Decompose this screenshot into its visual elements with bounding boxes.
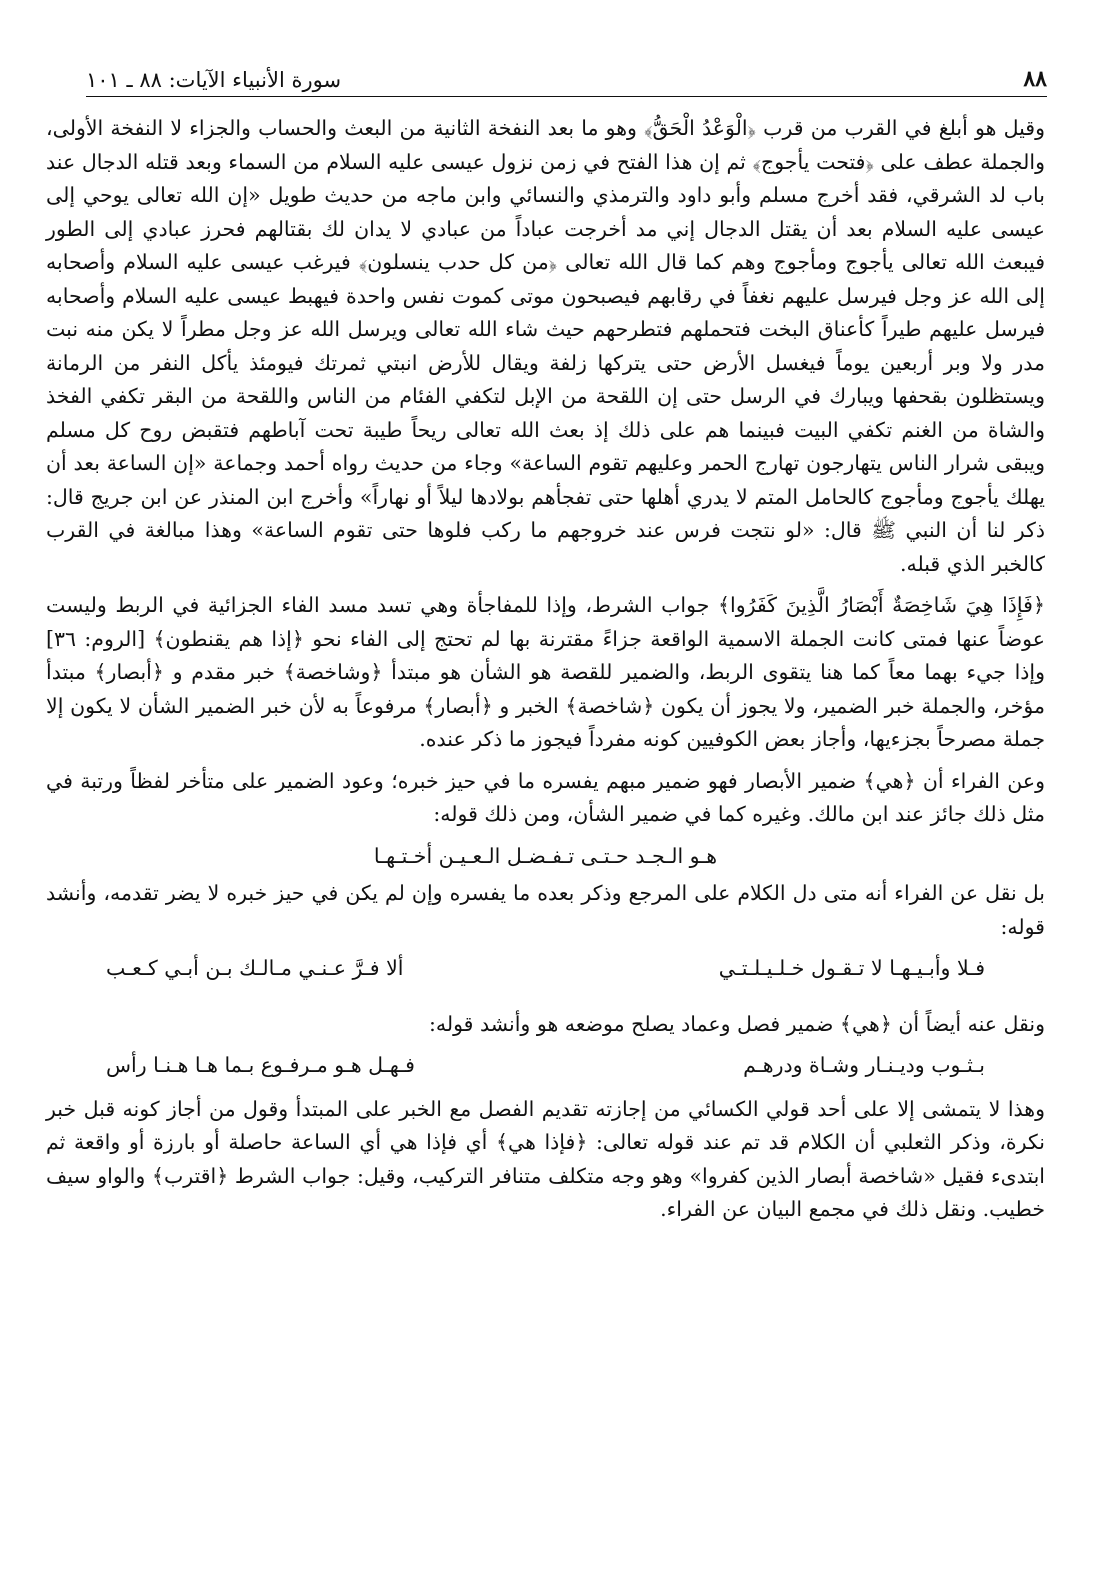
couplet-1-first-hemistich: فـلا وأبـيـهـا لا تـقـول خـلـيـلـتـي <box>718 956 985 980</box>
paragraph-2: ﴿فَإِذَا هِيَ شَاخِصَةٌ أَبْصَارُ الَّذِينَ كَفَرُوا﴾ جواب الشرط، وإذا للمفاجأة وهي تسد مسد الفاء الجزائية في الربط وليست عوضاً عنها فمتى كانت الجملة الاسمية الواقعة جزاءً مقترنة بها لم تحتج إلى الفاء نحو ﴿إذا هم يقنطون﴾ [الروم: ٣٦] وإذا جيء بهما معاً كما هنا يتقوى الربط، والضمير للقصة هو الشأن هو مبتدأ ﴿وشاخصة﴾ خبر مقدم و ﴿أبصار﴾ مبتدأ مؤخر، والجملة خبر الضمير، ولا يجوز أن يكون ﴿شاخصة﴾ الخبر و ﴿أبصار﴾ مرفوعاً به لأن خبر الضمير الشأن لا يكون إلا جملة مصرحاً بجزءيها، وأجاز بعض الكوفيين كونه مفرداً فيجوز ما ذكر عنده. <box>46 593 1045 751</box>
page-body <box>46 112 1045 1235</box>
paragraph-6: وهذا لا يتمشى إلا على أحد قولي الكسائي من إجازته تقديم الفصل مع الخبر على المبتدأ وقول من أجاز كونه قبل خبر نكرة، وذكر الثعلبي أن الكلام قد تم عند قوله تعالى: ﴿فإذا هي﴾ أي فإذا هي أي الساعة حاصلة أو بارزة أو واقعة ثم ابتدىء فقيل «شاخصة أبصار الذين كفروا» وهو وجه متكلف متنافر التركيب، وقيل: جواب الشرط ﴿اقترب﴾ والواو سيف خطيب. ونقل ذلك في مجمع البيان عن الفراء. <box>46 1096 1045 1221</box>
running-title: سورة الأنبياء الآيات: ٨٨ ـ ١٠١ <box>86 68 342 92</box>
couplet-2-first-hemistich: بـثـوب وديـنـار وشـاة ودرهـم <box>743 1053 985 1077</box>
couplet-2-second-hemistich: فـهـل هـو مـرفـوع بـما هـا هـنـا رأس <box>106 1053 415 1077</box>
poetry-verse: هـو الـجـد حـتـى تـفـضـل الـعـيـن أخـتـهـا <box>373 843 718 868</box>
paragraph-4: بل نقل عن الفراء أنه متى دل الكلام على المرجع وذكر بعده ما يفسره وإن لم يكن في حيز خبره لا يضر تقدمه، وأنشد قوله: <box>46 881 1045 939</box>
page-number: ٨٨ <box>1023 66 1047 92</box>
paragraph-1: وقيل هو أبلغ في القرب من قرب ﴿الْوَعْدُ الْحَقُّ﴾ وهو ما بعد النفخة الثانية من البعث والحساب والجزاء لا النفخة الأولى، والجملة عطف على ﴿فتحت يأجوج﴾ ثم إن هذا الفتح في زمن نزول عيسى عليه السلام من السماء وبعد قتله الدجال عند باب لد الشرقي، فقد أخرج مسلم وأبو داود والترمذي والنسائي وابن ماجه من حديث طويل «إن الله تعالى يوحي إلى عيسى عليه السلام بعد أن يقتل الدجال إني مد أخرجت عباداً من عبادي لا يدان لك بقتالهم فحرز عبادي إلى الطور فيبعث الله تعالى يأجوج ومأجوج وهم كما قال الله تعالى ﴿من كل حدب ينسلون﴾ فيرغب عيسى عليه السلام وأصحابه إلى الله عز وجل فيرسل عليهم نغفاً في رقابهم فيصبحون موتى كموت نفس واحدة فيهبط عيسى عليه السلام وأصحابه فيرسل عليهم طيراً كأعناق البخت فتحملهم فتطرحهم حيث شاء الله تعالى ويرسل الله عز وجل مطراً لا يكن منه نبت مدر ولا وبر أربعين يوماً فيغسل الأرض حتى يتركها زلفة ويقال للأرض انبتي ثمرتك فيومئذ يأكل النفر من الرمانة ويستظلون بقحفها ويبارك في الرسل حتى إن اللقحة من الإبل لتكفي الفئام من الناس واللقحة من البقر تكفي الفخذ والشاة من الغنم تكفي البيت فبينما هم على ذلك إذ بعث الله تعالى ريحاً طيبة تحت آباطهم فتقبض روح كل مسلم ويبقى شرار الناس يتهارجون تهارج الحمر وعليهم تقوم الساعة» وجاء من حديث رواه أحمد وجماعة «إن الساعة بعد أن يهلك يأجوج ومأجوج كالحامل المتم لا يدري أهلها حتى تفجأهم بولادها ليلاً أو نهاراً» وأخرج ابن المنذر عن ابن جريج قال: ذكر لنا أن النبي ﷺ قال: «لو نتجت فرس عند خروجهم ما ركب فلوها حتى تقوم الساعة» وهذا مبالغة في القرب كالخبر الذي قبله. <box>46 116 1045 576</box>
couplet-1-second-hemistich: ألا فـرَّ عـنـي مـالـك بـن أبـي كـعـب <box>106 956 404 980</box>
poetry-couplet-1 <box>106 952 985 986</box>
poetry-couplet-2 <box>106 1049 985 1083</box>
paragraph-5: ونقل عنه أيضاً أن ﴿هي﴾ ضمير فصل وعماد يصلح موضعه هو وأنشد قوله: <box>428 1011 1045 1036</box>
page-header <box>86 58 1047 97</box>
paragraph-3: وعن الفراء أن ﴿هي﴾ ضمير الأبصار فهو ضمير مبهم يفسره ما في حيز خبره؛ وعود الضمير على متأخر لفظاً ورتبة في مثل ذلك جائز عند ابن مالك. وغيره كما في ضمير الشأن، ومن ذلك قوله: <box>46 768 1045 826</box>
